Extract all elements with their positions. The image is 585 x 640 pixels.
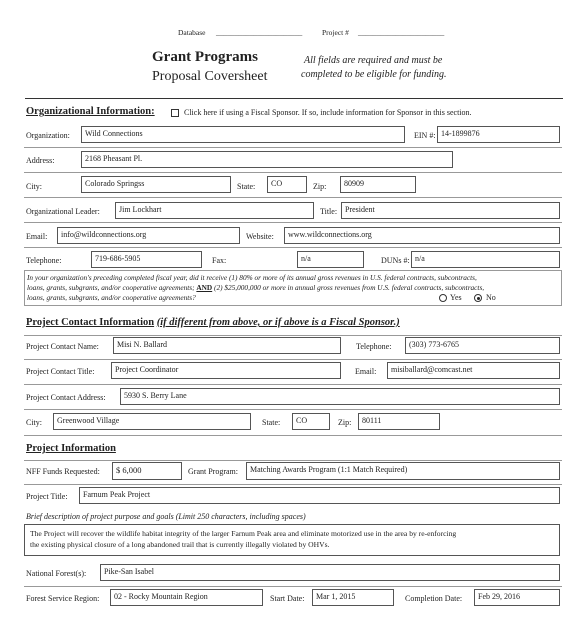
yes-label: Yes	[450, 293, 462, 302]
organization-field[interactable]: Wild Connections	[81, 126, 405, 143]
description-label: Brief description of project purpose and goals (Limit 250 characters, including spaces)	[26, 512, 306, 521]
revenue-question-line2b: (2) $25,000,000 or more in annual gross revenues from U.S. federal contracts, subcontracts,	[214, 283, 485, 292]
header-divider	[25, 98, 563, 99]
fax-label: Fax:	[212, 256, 227, 265]
city-field[interactable]: Colorado Springss	[81, 176, 231, 193]
email-field[interactable]: info@wildconnections.org	[57, 227, 240, 244]
contact-state-label: State:	[262, 418, 281, 427]
row-divider	[24, 246, 562, 248]
ein-label: EIN #:	[414, 131, 436, 140]
zip-field[interactable]: 80909	[340, 176, 416, 193]
description-line1: The Project will recover the wildlife habitat integrity of the larger Farnum Peak area and eliminate motorized use in the area by re-enforcing	[30, 529, 457, 538]
start-date-field[interactable]: Mar 1, 2015	[312, 589, 394, 606]
database-field[interactable]: _______________________	[216, 28, 303, 37]
contact-email-field[interactable]: misiballard@comcast.net	[387, 362, 560, 379]
title-field[interactable]: President	[341, 202, 560, 219]
contact-zip-label: Zip:	[338, 418, 352, 427]
duns-field[interactable]: n/a	[411, 251, 560, 268]
contact-state-field[interactable]: CO	[292, 413, 330, 430]
website-field[interactable]: www.wildconnections.org	[284, 227, 560, 244]
row-divider	[24, 146, 562, 148]
contact-city-field[interactable]: Greenwood Village	[53, 413, 251, 430]
email-label: Email:	[26, 232, 48, 241]
organization-label: Organization:	[26, 131, 70, 140]
fiscal-sponsor-checkbox[interactable]	[171, 109, 179, 117]
row-divider	[24, 408, 562, 410]
form-subtitle: Proposal Coversheet	[152, 69, 268, 84]
state-label: State:	[237, 182, 256, 191]
completion-date-label: Completion Date:	[405, 594, 463, 603]
ein-field[interactable]: 14-1899876	[437, 126, 560, 143]
national-forest-field[interactable]: Pike-San Isabel	[100, 564, 560, 581]
national-forest-label: National Forest(s):	[26, 569, 87, 578]
funds-requested-label: NFF Funds Requested:	[26, 467, 100, 476]
contact-address-field[interactable]: 5930 S. Berry Lane	[120, 388, 560, 405]
contact-heading-main: Project Contact Information	[26, 317, 155, 328]
zip-label: Zip:	[313, 182, 327, 191]
forest-region-label: Forest Service Region:	[26, 594, 100, 603]
address-label: Address:	[26, 156, 55, 165]
yes-radio[interactable]	[439, 294, 447, 302]
revenue-question-line2a: loans, grants, subgrants, and/or cooperative agreements;	[27, 283, 195, 292]
required-note-line2: completed to be eligible for funding.	[301, 69, 447, 80]
revenue-question-and: AND	[196, 283, 213, 292]
row-divider	[24, 196, 562, 198]
contact-city-label: City:	[26, 418, 43, 427]
row-divider	[24, 459, 562, 461]
telephone-field[interactable]: 719-686-5905	[91, 251, 202, 268]
funds-requested-field[interactable]: $ 6,000	[112, 462, 182, 480]
database-label: Database	[178, 28, 206, 37]
project-number-field[interactable]: _______________________	[358, 28, 445, 37]
row-divider	[24, 383, 562, 385]
project-title-field[interactable]: Farnum Peak Project	[79, 487, 560, 504]
form-title: Grant Programs	[152, 49, 258, 65]
contact-title-label: Project Contact Title:	[26, 367, 95, 376]
contact-zip-field[interactable]: 80111	[358, 413, 440, 430]
row-divider	[24, 434, 562, 436]
address-field[interactable]: 2168 Pheasant Pl.	[81, 151, 453, 168]
fiscal-sponsor-text: Click here if using a Fiscal Sponsor. If so, include information for Sponsor in this section.	[184, 108, 472, 117]
description-field[interactable]	[24, 524, 560, 556]
row-divider	[24, 334, 562, 336]
row-divider	[24, 585, 562, 587]
contact-address-label: Project Contact Address:	[26, 393, 106, 402]
contact-name-label: Project Contact Name:	[26, 342, 99, 351]
duns-label: DUNs #:	[381, 256, 410, 265]
project-info-heading: Project Information	[26, 443, 116, 454]
state-field[interactable]: CO	[267, 176, 307, 193]
row-divider	[24, 171, 562, 173]
contact-title-field[interactable]: Project Coordinator	[111, 362, 341, 379]
org-info-heading: Organizational Information:	[26, 106, 155, 117]
contact-telephone-field[interactable]: (303) 773-6765	[405, 337, 560, 354]
revenue-question-line2	[27, 283, 484, 293]
revenue-question-line3: loans, grants, subgrants, and/or cooperative agreements?	[27, 293, 196, 302]
contact-email-label: Email:	[355, 367, 377, 376]
city-label: City:	[26, 182, 43, 191]
contact-telephone-label: Telephone:	[356, 342, 392, 351]
grant-program-field[interactable]: Matching Awards Program (1:1 Match Required)	[246, 462, 560, 480]
description-line2: the existing physical closure of a long abandoned trail that is currently illegally violated by OHVs.	[30, 540, 330, 549]
title-label: Title:	[320, 207, 338, 216]
telephone-label: Telephone:	[26, 256, 62, 265]
contact-name-field[interactable]: Misi N. Ballard	[113, 337, 341, 354]
row-divider	[24, 358, 562, 360]
completion-date-field[interactable]: Feb 29, 2016	[474, 589, 560, 606]
fax-field[interactable]: n/a	[297, 251, 364, 268]
no-radio[interactable]	[474, 294, 482, 302]
grant-program-label: Grant Program:	[188, 467, 238, 476]
no-label: No	[486, 293, 496, 302]
org-leader-label: Organizational Leader:	[26, 207, 100, 216]
contact-heading-note: (if different from above, or if above is a Fiscal Sponsor.)	[156, 317, 400, 328]
row-divider	[24, 483, 562, 485]
project-number-label: Project #	[322, 28, 349, 37]
start-date-label: Start Date:	[270, 594, 305, 603]
org-leader-field[interactable]: Jim Lockhart	[115, 202, 314, 219]
required-note-line1: All fields are required and must be	[304, 55, 443, 66]
forest-region-field[interactable]: 02 - Rocky Mountain Region	[110, 589, 263, 606]
project-title-label: Project Title:	[26, 492, 68, 501]
website-label: Website:	[246, 232, 274, 241]
row-divider	[24, 221, 562, 223]
revenue-question-line1: In your organization's preceding completed fiscal year, did it receive (1) 80% or more of its annual gross revenues in U.S. federal contracts, subcontracts,	[27, 273, 477, 282]
contact-info-heading	[26, 317, 400, 328]
